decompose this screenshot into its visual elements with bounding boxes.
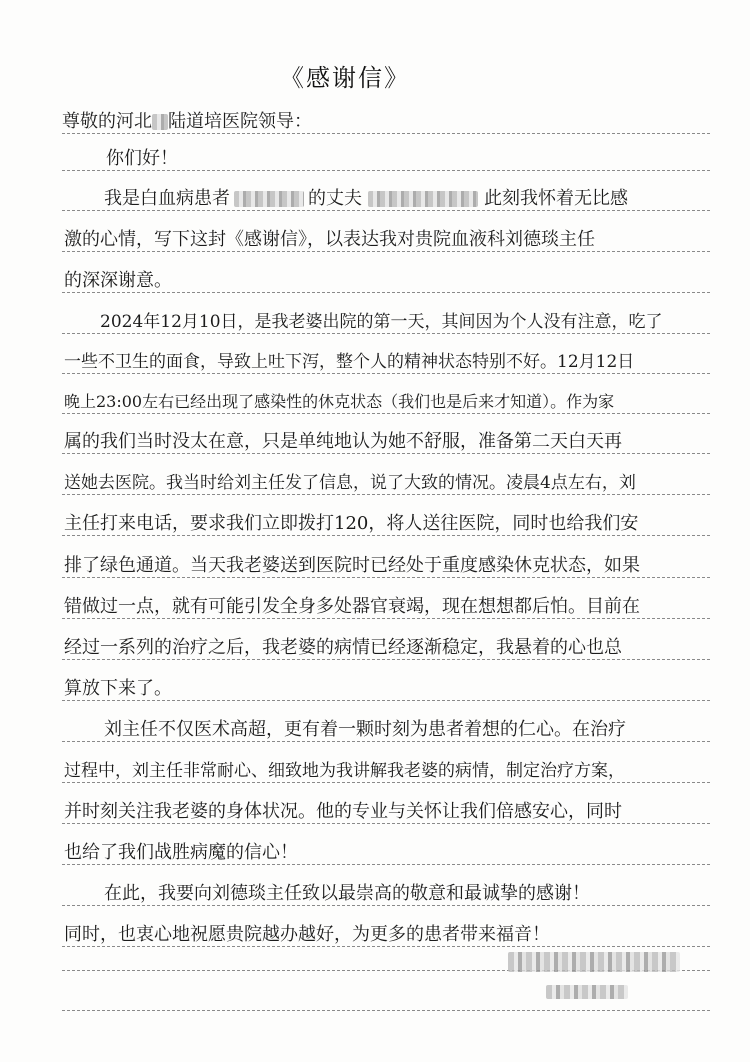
rule-line <box>62 333 710 334</box>
body-line: 主任打来电话，要求我们立即拨打120，将人送往医院，同时也给我们安 <box>64 513 639 534</box>
rule-line <box>62 413 710 414</box>
body-line: 并时刻关注我老婆的身体状况。他的专业与关怀让我们倍感安心，同时 <box>64 801 622 822</box>
rule-line <box>62 494 710 495</box>
body-line <box>104 188 750 210</box>
body-line: 2024年12月10日，是我老婆出院的第一天，其间因为个人没有注意，吃了 <box>100 312 663 332</box>
body-line: 同时，也衷心地祝愿贵院越办越好，为更多的患者带来福音！ <box>64 924 550 945</box>
rule-line <box>62 659 710 660</box>
body-line: 排了绿色通道。当天我老婆送到医院时已经处于重度感染休克状态，如果 <box>64 555 640 576</box>
body-line: 经过一系列的治疗之后，我老婆的病情已经逐渐稳定，我悬着的心也总 <box>64 637 622 658</box>
redacted-name <box>368 191 478 207</box>
rule-line <box>62 741 710 742</box>
letter-title: 《感谢信》 <box>280 64 410 92</box>
rule-line <box>62 251 710 252</box>
rule-line <box>62 700 710 701</box>
redacted-text <box>152 114 168 130</box>
rule-line <box>62 782 710 783</box>
body-line: 晚上23:00左右已经出现了感染性的休克状态（我们也是后来才知道）。作为家 <box>64 392 615 411</box>
rule-line <box>62 170 710 171</box>
body-line-part: 此刻我怀着无比感 <box>484 188 628 209</box>
redacted-signature <box>508 952 680 972</box>
rule-line <box>62 1010 710 1011</box>
greeting-line: 你们好！ <box>106 148 178 169</box>
rule-line <box>62 535 710 536</box>
salutation-start: 尊敬的河北 <box>62 111 152 132</box>
rule-line <box>62 577 710 578</box>
salutation-rest: 陆道培医院领导： <box>168 111 312 132</box>
body-line: 在此，我要向刘德琰主任致以最崇高的敬意和最诚挚的感谢！ <box>104 883 590 904</box>
rule-line <box>62 373 710 374</box>
rule-line <box>62 292 710 293</box>
rule-line <box>62 905 710 906</box>
body-line: 算放下来了。 <box>64 678 172 699</box>
body-line: 一些不卫生的面食，导致上吐下泻，整个人的精神状态特别不好。12月12日 <box>64 352 635 372</box>
rule-line <box>62 453 710 454</box>
rule-line <box>62 210 710 211</box>
body-line: 送她去医院。我当时给刘主任发了信息，说了大致的情况。凌晨4点左右，刘 <box>64 473 636 493</box>
body-line-part: 我是白血病患者 <box>104 188 230 209</box>
rule-line <box>62 864 710 865</box>
body-line: 激的心情，写下这封《感谢信》，以表达我对贵院血液科刘德琰主任 <box>64 229 595 250</box>
body-line: 刘主任不仅医术高超，更有着一颗时刻为患者着想的仁心。在治疗 <box>104 719 626 740</box>
body-line: 过程中，刘主任非常耐心、细致地为我讲解我老婆的病情，制定治疗方案， <box>64 761 625 781</box>
rule-line <box>62 823 710 824</box>
body-line: 错做过一点，就有可能引发全身多处器官衰竭，现在想想都后怕。目前在 <box>64 596 640 617</box>
rule-line <box>62 618 710 619</box>
body-line: 也给了我们战胜病魔的信心！ <box>64 842 298 863</box>
body-line: 属的我们当时没太在意，只是单纯地认为她不舒服，准备第二天白天再 <box>64 431 622 452</box>
rule-line <box>62 133 710 134</box>
salutation-line <box>62 111 708 133</box>
body-line: 的深深谢意。 <box>64 270 172 291</box>
redacted-date <box>546 985 628 999</box>
body-line-part: 的丈夫 <box>308 188 362 209</box>
redacted-name <box>234 191 304 207</box>
rule-line <box>62 946 710 947</box>
